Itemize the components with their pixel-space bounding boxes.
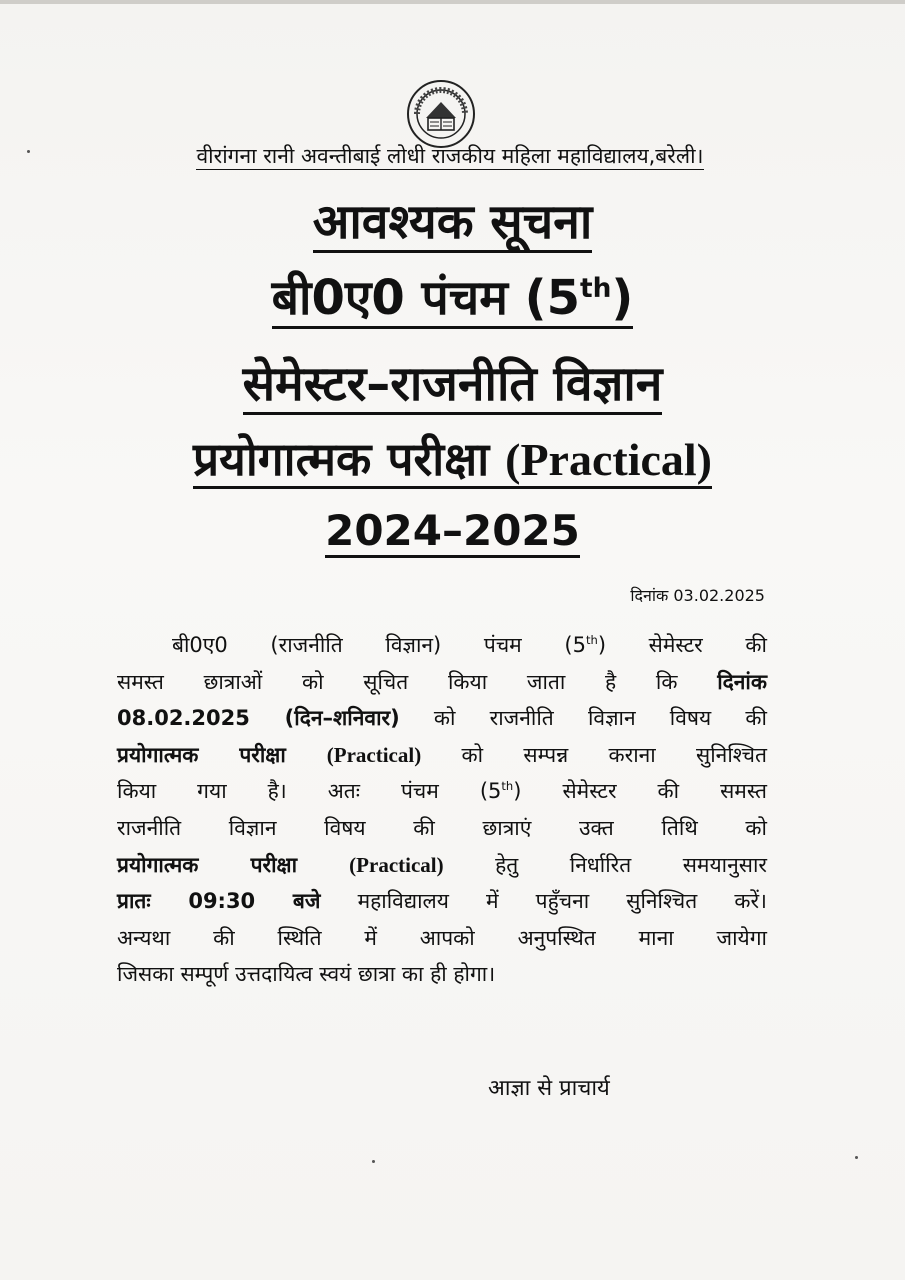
session-heading [0, 506, 905, 555]
heading-line-5: 2024–2025 [325, 506, 580, 558]
body-line-10: जिसका सम्पूर्ण उत्तदायित्व स्वयं छात्रा का ही होगा। [117, 962, 496, 987]
speck [27, 150, 30, 153]
body-line-9: अन्यथा की स्थिति में आपको अनुपस्थित माना जायेगा [117, 925, 767, 950]
body-line-6: राजनीति विज्ञान विषय की छात्राएं उक्त तिथि को [117, 815, 767, 840]
notice-body [117, 627, 767, 993]
notice-date: दिनांक 03.02.2025 [630, 586, 765, 605]
body-line-2: समस्त छात्राओं को सूचित किया जाता है कि दिनांक [117, 669, 767, 694]
course-heading [0, 270, 905, 326]
college-name-text: वीरांगना रानी अवन्तीबाई लोधी राजकीय महिला महाविद्यालय,बरेली। [196, 144, 704, 168]
speck [372, 1160, 375, 1163]
page-top-edge [0, 0, 905, 4]
body-line-1: बी0ए0 (राजनीति विज्ञान) पंचम (5th) सेमेस्टर की [172, 633, 767, 657]
body-line-4: प्रयोगात्मक परीक्षा (Practical) को सम्पन्न कराना सुनिश्चित [117, 742, 767, 767]
heading-line-1: आवश्यक सूचना [313, 194, 593, 253]
principal-signature: आज्ञा से प्राचार्य [488, 1076, 610, 1101]
heading-line-2-close: ) [611, 270, 634, 326]
body-line-3: 08.02.2025 (दिन–शनिवार) को राजनीति विज्ञान विषय की [117, 706, 767, 731]
college-emblem-icon [404, 78, 478, 150]
heading-line-4 [193, 432, 712, 489]
heading-line-3: सेमेस्टर–राजनीति विज्ञान [243, 356, 663, 415]
body-line-8: प्रातः 09:30 बजे महाविद्यालय में पहुँचना सुनिश्चित करें। [117, 889, 767, 914]
heading-line-4-hindi: प्रयोगात्मक परीक्षा [193, 432, 506, 486]
body-line-5: किया गया है। अतः पंचम (5th) सेमेस्टर की समस्त [117, 779, 768, 804]
speck [855, 1156, 858, 1159]
exam-heading [0, 432, 905, 486]
subject-heading [0, 356, 905, 412]
notice-heading [0, 194, 905, 250]
heading-line-2-text: बी0ए0 पंचम (5 [271, 270, 581, 326]
college-name [60, 142, 840, 170]
heading-line-2-sup: th [580, 273, 612, 304]
body-line-7: प्रयोगात्मक परीक्षा (Practical) हेतु निर्धारित समयानुसार [117, 852, 767, 877]
heading-line-2 [272, 270, 634, 329]
heading-line-4-english: (Practical) [505, 434, 712, 485]
